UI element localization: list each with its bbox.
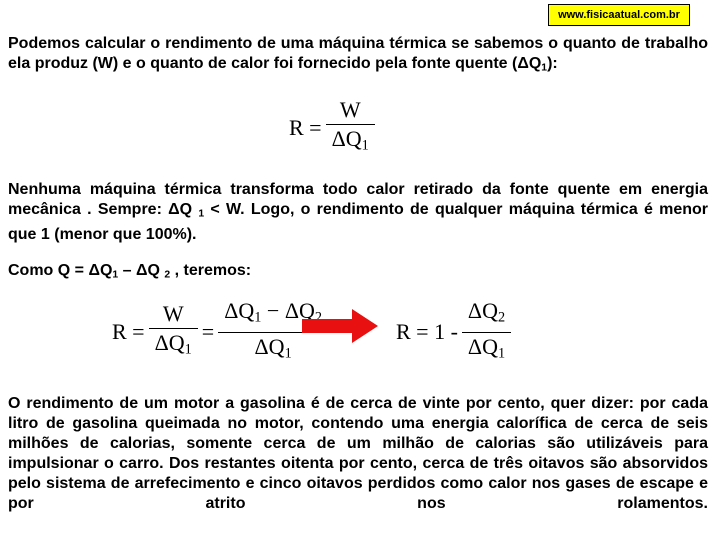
substitution-paragraph: Como $Q = \Delta Q_1 - \Delta Q$ $_2$ , teremos: bbox=[8, 262, 252, 281]
site-url-badge: www.fisicaatual.com.br bbox=[548, 4, 690, 26]
expanded-efficiency-formula: R = $\frac{W}{\Delta Q_1}$ = $\frac{\Delta Q_1 - \Delta Q_2}{\Delta Q_1}$ bbox=[108, 297, 328, 367]
right-arrow-icon bbox=[302, 309, 378, 343]
fraction-difference-over-q1: $\frac{\Delta Q_1 - \Delta Q_2}{\Delta Q_1}$ bbox=[218, 297, 328, 367]
intro-paragraph: Podemos calcular o rendimento de uma máquina térmica se sabemos o quanto de trabalho ela produz (W) e o quanto de calor foi fornecido pela fonte quente $(\Delta Q_1)$: bbox=[8, 35, 708, 74]
fraction-w-over-q1: $\frac{W}{\Delta Q_1}$ bbox=[149, 300, 198, 364]
limit-paragraph: Nenhuma máquina térmica transforma todo calor retirado da fonte quente em energia mecânica . Sempre: ΔQ $_1$ < W. Logo, o rendimento de qualquer máquina térmica é menor que 1 (menor que 100%). bbox=[8, 181, 709, 243]
work-over-heat-fraction: $\frac{W}{\Delta Q_1}$ bbox=[326, 96, 375, 160]
gasoline-engine-paragraph: O rendimento de um motor a gasolina é de cerca de vinte por cento, quer dizer: por cada litro de gasolina queimada no motor, contendo uma energia calorífica de cerca de seis milhões de calorias, somente cerca de um milhão de calorias são utilizáveis para impulsionar o carro. Dos restantes oitenta por cento, cerca de três oitavos são absorvidos pelo sistema de arrefecimento e cinco oitavos perdidos como calor nos gases de escape e por atrito nos rolamentos. bbox=[8, 395, 708, 512]
efficiency-formula: R = $\frac{W}{\Delta Q_1}$ bbox=[285, 96, 375, 160]
fraction-q2-over-q1: $\frac{\Delta Q_2}{\Delta Q_1}$ bbox=[462, 297, 511, 367]
simplified-efficiency-formula: R = 1 - $\frac{\Delta Q_2}{\Delta Q_1}$ bbox=[392, 297, 511, 367]
